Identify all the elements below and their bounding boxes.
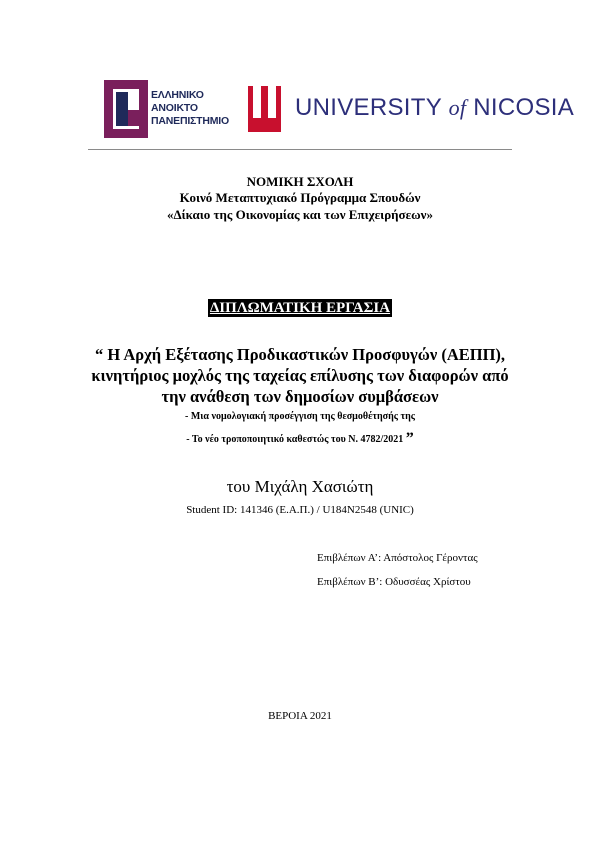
title-line: “ Η Αρχή Εξέτασης Προδικαστικών Προσφυγών (ΑΕΠΠ), <box>94 345 506 364</box>
program-name: Κοινό Μεταπτυχιακό Πρόγραμμα Σπουδών <box>179 190 421 205</box>
thesis-type-label: ΔΙΠΛΩΜΑΤΙΚΗ ΕΡΓΑΣΙΑ <box>209 300 391 316</box>
student-id: Student ID: 141346 (Ε.Α.Π.) / U184N2548 (UNIC) <box>186 504 414 516</box>
place-date: ΒΕΡΟΙΑ 2021 <box>268 710 332 722</box>
unic-logo-text: UNIVERSITY of NICOSIA <box>295 94 575 121</box>
title-line: την ανάθεση των δημοσίων συμβάσεων <box>161 387 439 406</box>
thesis-type-heading <box>0 300 600 317</box>
school-name: ΝΟΜΙΚΗ ΣΧΟΛΗ <box>246 174 354 189</box>
closing-quote: ” <box>405 430 414 447</box>
header-divider <box>88 149 512 150</box>
hellenic-open-university-logo <box>104 80 244 138</box>
thesis-title <box>0 344 600 407</box>
subtitle-line: - Το νέο τροποποιητικό καθεστώς του Ν. 4782/2021 ” <box>186 430 414 447</box>
eap-logo-icon <box>104 80 148 138</box>
unic-logo-icon <box>248 86 281 132</box>
title-line: κινητήριος μοχλός της ταχείας επίλυσης των διαφορών από <box>91 366 509 385</box>
subtitle-line: - Μια νομολογιακή προσέγγιση της θεσμοθέτησής της <box>185 411 415 422</box>
author-name: του Μιχάλη Χασιώτη <box>226 477 374 496</box>
program-title: «Δίκαιο της Οικονομίας και των Επιχειρήσεων» <box>167 207 433 222</box>
supervisor-b: Επιβλέπων Β’: Οδυσσέας Χρίστου <box>317 576 471 588</box>
eap-logo-text: ΕΛΛΗΝΙΚΟ ΑΝΟΙΚΤΟ ΠΑΝΕΠΙΣΤΗΜΙΟ <box>151 89 229 127</box>
university-of-nicosia-logo <box>248 86 575 134</box>
supervisor-a: Επιβλέπων Α’: Απόστολος Γέροντας <box>317 552 478 564</box>
